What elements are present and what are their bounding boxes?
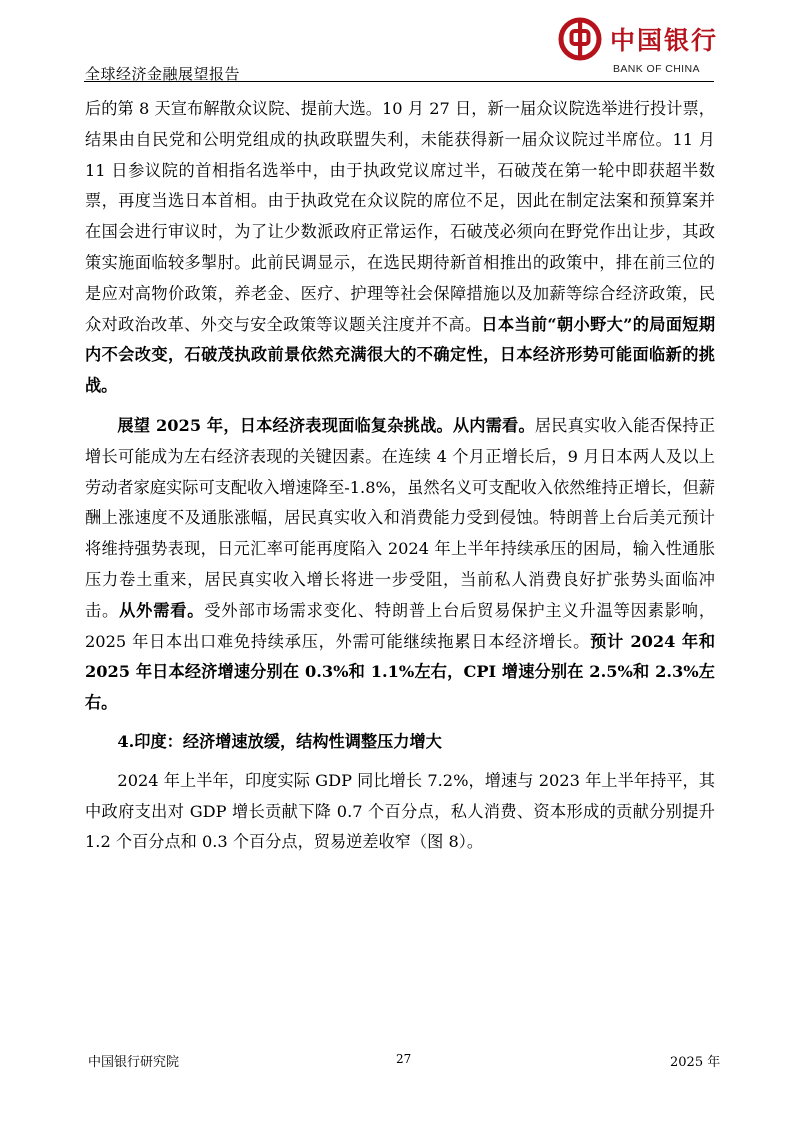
external-demand-lead: 从外需看。	[119, 600, 205, 620]
document-body	[85, 94, 715, 858]
domestic-demand-text: 居民真实收入能否保持正增长可能成为左右经济表现的关键因素。在连续 4 个月正增长后，9 月日本两人及以上劳动者家庭实际可支配收入增速降至-1.8%，虽然名义可支配收入依然维持正增长，但薪酬上涨速度不及通胀涨幅，居民真实收入和消费能力受到侵蚀。特朗普上台后美元预计将维持强势表现，日元汇率可能再度陷入 2024 年上半年持续承压的困局，输入性通胀压力卷土重来，居民真实收入增长将进一步受阻，当前私人消费良好扩张势头面临冲击。	[85, 415, 716, 620]
logo-english-text: BANK OF CHINA	[613, 63, 700, 75]
paragraph-bold-conclusion: 日本当前“朝小野大”的局面短期内不会改变，石破茂执政前景依然充满很大的不确定性，日本经济形势可能面临新的挑战。	[85, 314, 716, 396]
footer-publisher: 中国银行研究院	[88, 1055, 180, 1070]
paragraph-japan-politics	[85, 94, 715, 402]
outlook-lead: 展望 2025 年，日本经济表现面临复杂挑战。从内需看。	[117, 415, 535, 435]
paragraph-text: 后的第 8 天宣布解散众议院、提前大选。10 月 27 日，新一届众议院选举进行投计票，结果由自民党和公明党组成的执政联盟失利，未能获得新一届众议院过半席位。11 月 11 日参议院的首相指名选举中，由于执政党议席过半，石破茂在第一轮中即获超半数票，再度当选日本首相。由于执政党在众议院的席位不足，因此在制定法案和预算案并在国会进行审议时，为了让少数派政府正常运作，石破茂必须向在野党作出让步，其政策实施面临较多掣肘。此前民调显示，在选民期待新首相推出的政策中，排在前三位的是应对高物价政策，养老金、医疗、护理等社会保障措施以及加薪等综合经济政策，民众对政治改革、外交与安全政策等议题关注度并不高。	[85, 99, 715, 334]
page-number: 27	[396, 1052, 412, 1066]
report-title: 全球经济金融展望报告	[85, 65, 241, 83]
forecast-conclusion: 预计 2024 年和 2025 年日本经济增速分别在 0.3%和 1.1%左右，CPI 增速分别在 2.5%和 2.3%左右。	[85, 631, 716, 713]
header-divider	[84, 81, 714, 82]
bank-of-china-emblem-icon	[558, 17, 602, 61]
footer-year: 2025 年	[670, 1055, 721, 1070]
bank-of-china-logo	[558, 17, 718, 79]
paragraph-india-gdp: 2024 年上半年，印度实际 GDP 同比增长 7.2%，增速与 2023 年上半年持平，其中政府支出对 GDP 增长贡献下降 0.7 个百分点，私人消费、资本形成的贡献分别提升 1.2 个百分点和 0.3 个百分点，贸易逆差收窄（图 8）。	[85, 770, 715, 852]
logo-chinese-text: 中国银行	[610, 26, 719, 55]
paragraph-japan-outlook	[85, 411, 715, 719]
section-heading-india: 4.印度：经济增速放缓，结构性调整压力增大	[117, 731, 442, 751]
external-demand-text: 受外部市场需求变化、特朗普上台后贸易保护主义升温等因素影响，2025 年日本出口难免持续承压，外需可能继续拖累日本经济增长。	[85, 600, 716, 651]
